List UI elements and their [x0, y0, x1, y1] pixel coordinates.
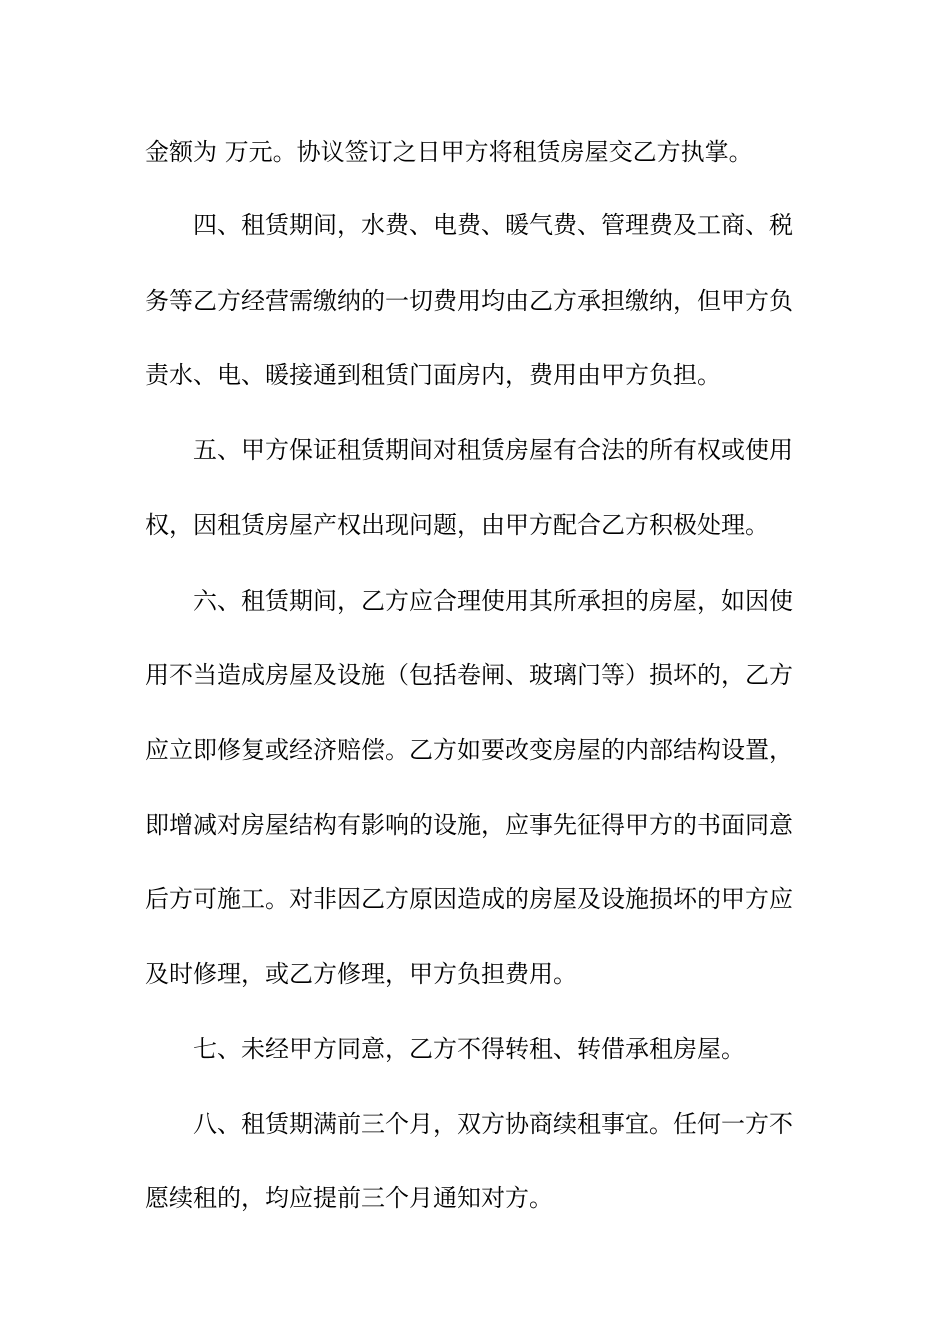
- text-line: 责水、电、暖接通到租赁门面房内，费用由甲方负担。: [145, 361, 721, 389]
- text-line: 八、租赁期满前三个月，双方协商续租事宜。任何一方不: [193, 1110, 793, 1138]
- text-line: 用不当造成房屋及设施（包括卷闸、玻璃门等）损坏的，乙方: [145, 661, 793, 689]
- text-line: 即增减对房屋结构有影响的设施，应事先征得甲方的书面同意: [145, 811, 793, 839]
- text-line: 及时修理，或乙方修理，甲方负担费用。: [145, 960, 577, 988]
- text-line: 愿续租的，均应提前三个月通知对方。: [145, 1184, 553, 1212]
- text-line: 四、租赁期间，水费、电费、暖气费、管理费及工商、税: [193, 211, 793, 239]
- text-line: 七、未经甲方同意，乙方不得转租、转借承租房屋。: [193, 1035, 745, 1063]
- text-line: 后方可施工。对非因乙方原因造成的房屋及设施损坏的甲方应: [145, 885, 793, 913]
- text-line: 权，因租赁房屋产权出现问题，由甲方配合乙方积极处理。: [145, 511, 769, 539]
- text-line: 五、甲方保证租赁期间对租赁房屋有合法的所有权或使用: [193, 436, 793, 464]
- text-line: 务等乙方经营需缴纳的一切费用均由乙方承担缴纳，但甲方负: [145, 287, 793, 315]
- text-line: 金额为 万元。协议签订之日甲方将租赁房屋交乙方执掌。: [145, 138, 753, 166]
- text-line: 应立即修复或经济赔偿。乙方如要改变房屋的内部结构设置，: [145, 736, 793, 764]
- text-line: 六、租赁期间，乙方应合理使用其所承担的房屋，如因使: [193, 587, 793, 615]
